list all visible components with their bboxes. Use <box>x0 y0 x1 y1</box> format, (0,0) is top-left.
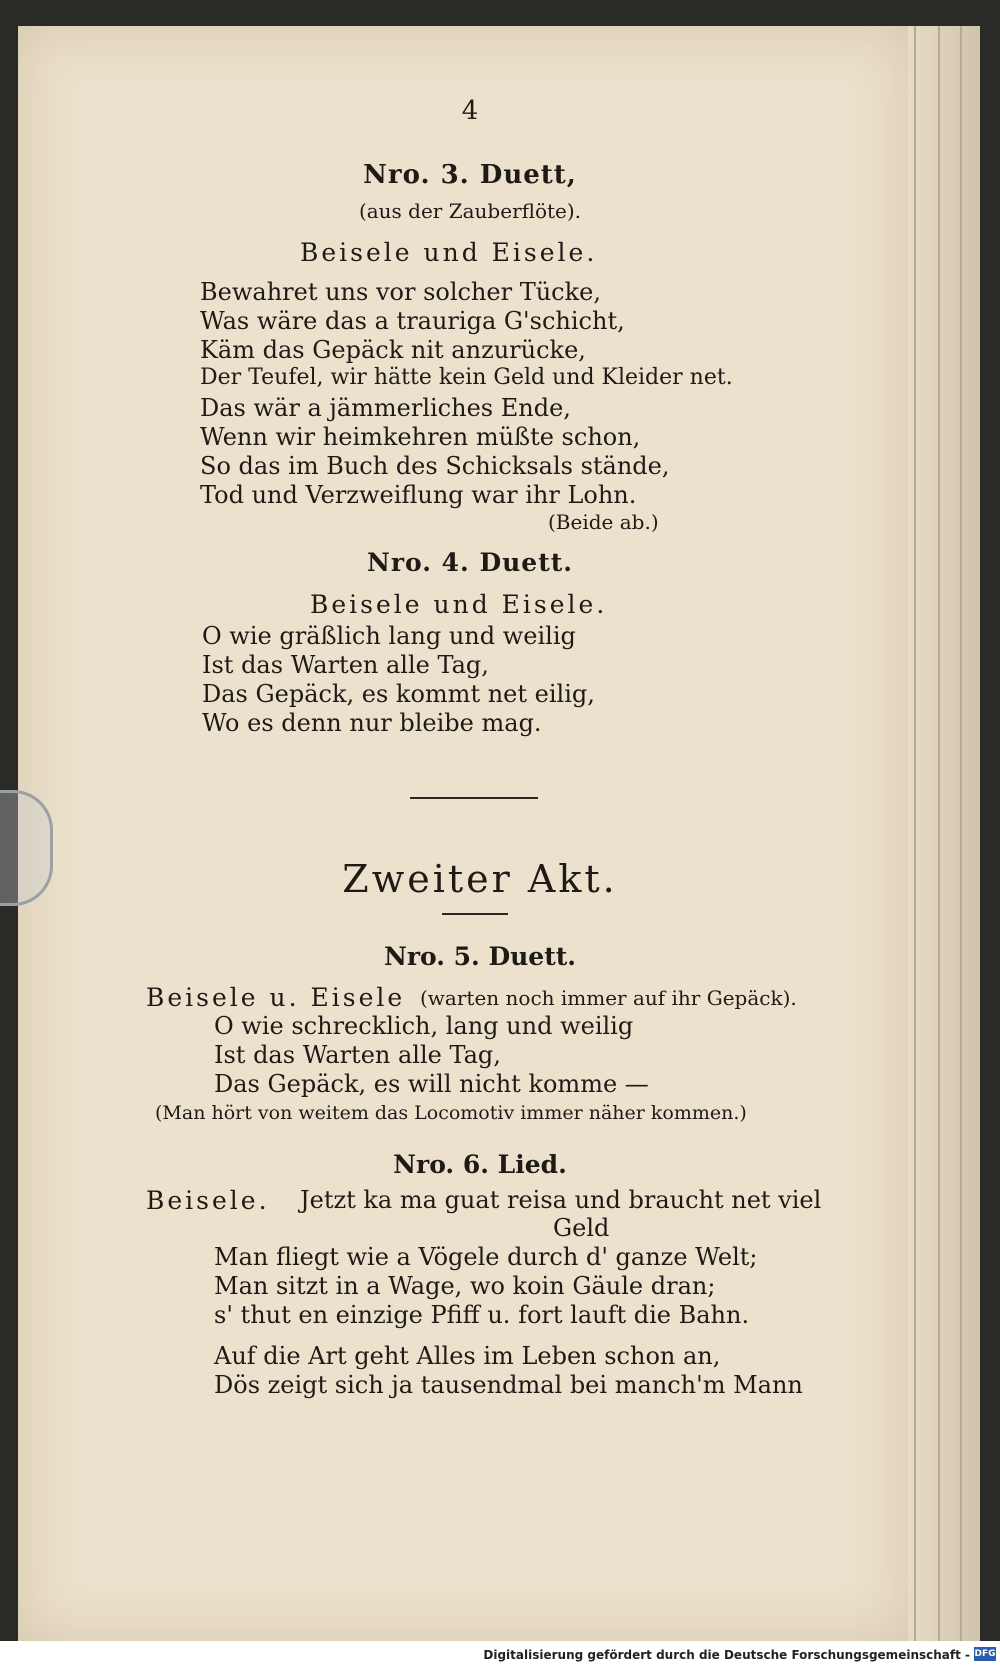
verse-line: Wo es denn nur bleibe mag. <box>202 709 542 737</box>
verse-line: Was wäre das a trauriga G'schicht, <box>200 307 625 335</box>
section-heading-nro3: Nro. 3. Duett, <box>363 160 577 190</box>
section-heading-nro4: Nro. 4. Duett. <box>366 548 574 577</box>
section-heading-nro5: Nro. 5. Duett. <box>383 942 577 971</box>
verse-line: Ist das Warten alle Tag, <box>202 651 489 679</box>
verse-line: s' thut en einzige Pfiff u. fort lauft die Bahn. <box>214 1301 750 1329</box>
dfg-logo: DFG <box>974 1649 996 1659</box>
verse-line: Auf die Art geht Alles im Leben schon an, <box>214 1342 721 1370</box>
verse-line: Wenn wir heimkehren müßte schon, <box>200 423 641 451</box>
speaker-label: Beisele. <box>146 1186 270 1215</box>
speakers-line: Beisele und Eisele. <box>310 590 608 619</box>
speakers-line: Beisele u. Eisele <box>146 983 406 1012</box>
section-heading-nro6: Nro. 6. Lied. <box>393 1150 567 1179</box>
verse-line: Man fliegt wie a Vögele durch d' ganze Welt; <box>214 1243 758 1271</box>
verse-line: Das wär a jämmerliches Ende, <box>200 394 571 422</box>
verse-line: Der Teufel, wir hätte kein Geld und Kleider net. <box>200 365 733 390</box>
section-subheading: (aus der Zauberflöte). <box>358 199 582 223</box>
page-edges <box>908 26 980 1641</box>
verse-line-continuation: Geld <box>553 1214 610 1242</box>
verse-line: O wie gräßlich lang und weilig <box>202 622 576 650</box>
funding-note: Digitalisierung gefördert durch die Deutsche Forschungsgemeinschaft - <box>483 1648 970 1662</box>
verse-line: Das Gepäck, es kommt net eilig, <box>202 680 595 708</box>
act-title: Zweiter Akt. <box>342 857 618 901</box>
paper-clip <box>0 790 53 906</box>
stage-direction: (Man hört von weitem das Locomotiv immer näher kommen.) <box>155 1102 747 1124</box>
verse-line: Dös zeigt sich ja tausendmal bei manch'm Mann <box>214 1371 803 1399</box>
act-underline <box>442 913 508 915</box>
verse-line: Ist das Warten alle Tag, <box>214 1041 501 1069</box>
verse-line: Bewahret uns vor solcher Tücke, <box>200 278 601 306</box>
verse-line: Jetzt ka ma guat reisa und braucht net viel <box>300 1186 822 1214</box>
verse-line: O wie schrecklich, lang und weilig <box>214 1012 634 1040</box>
page-number: 4 <box>461 96 479 126</box>
verse-line: Käm das Gepäck nit anzurücke, <box>200 336 586 364</box>
footer-bar <box>0 1641 1000 1669</box>
stage-direction: (Beide ab.) <box>548 510 659 534</box>
verse-line: Tod und Verzweiflung war ihr Lohn. <box>200 481 637 509</box>
divider-rule <box>410 797 538 799</box>
verse-line: Das Gepäck, es will nicht komme — <box>214 1070 649 1098</box>
verse-line: So das im Buch des Schicksals stände, <box>200 452 670 480</box>
speakers-line: Beisele und Eisele. <box>300 238 598 267</box>
speaker-direction: (warten noch immer auf ihr Gepäck). <box>420 986 797 1010</box>
verse-line: Man sitzt in a Wage, wo koin Gäule dran; <box>214 1272 716 1300</box>
